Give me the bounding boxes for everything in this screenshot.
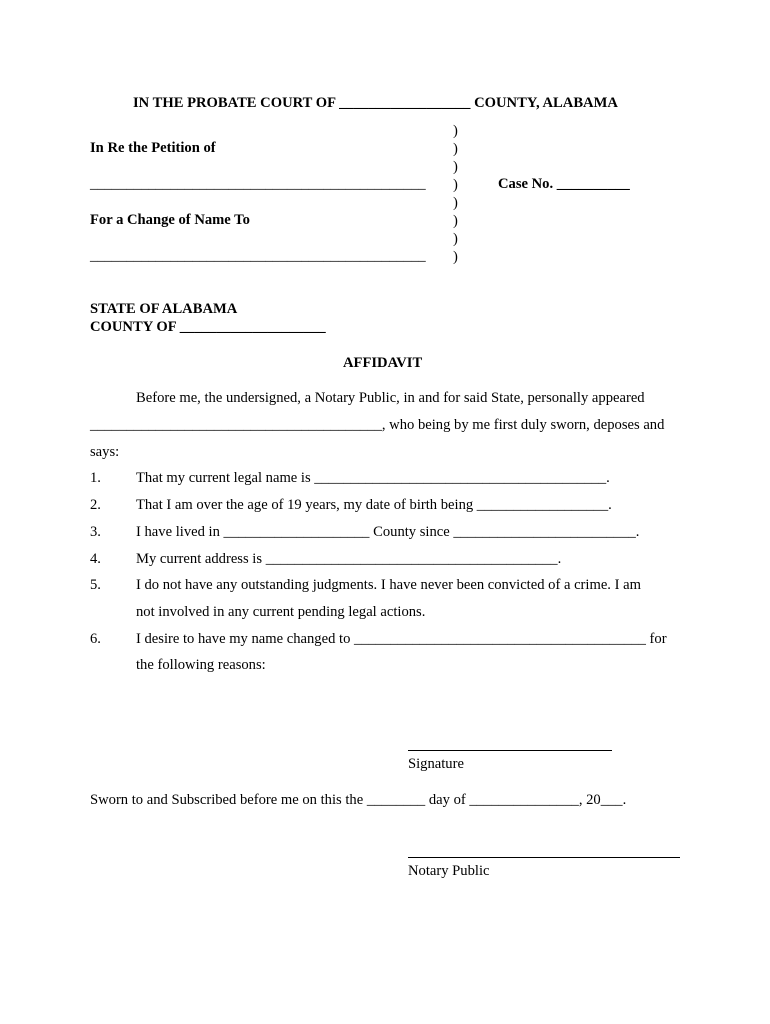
- item-judgments-continued: not involved in any current pending legal actions.: [136, 604, 426, 620]
- item-judgments: I do not have any outstanding judgments. I have never been convicted of a crime. I am: [136, 577, 641, 593]
- petitioner-name-blank: ______________________________________________: [90, 176, 426, 192]
- caption-paren: ): [453, 177, 458, 193]
- item-residence: I have lived in ____________________ County since _________________________.: [136, 524, 640, 540]
- item-desired-name-continued: the following reasons:: [136, 657, 266, 673]
- intro-line-2: ________________________________________, who being by me first duly sworn, deposes and: [90, 417, 665, 433]
- item-number: 3.: [90, 524, 101, 540]
- caption-paren: ): [453, 159, 458, 175]
- signature-label: Signature: [408, 756, 464, 772]
- intro-line-1: Before me, the undersigned, a Notary Public, in and for said State, personally appeared: [136, 390, 645, 406]
- item-age: That I am over the age of 19 years, my date of birth being __________________.: [136, 497, 612, 513]
- caption-paren: ): [453, 123, 458, 139]
- court-heading: IN THE PROBATE COURT OF __________________ COUNTY, ALABAMA: [133, 95, 618, 111]
- item-current-name: That my current legal name is ________________________________________.: [136, 470, 610, 486]
- sworn-statement: Sworn to and Subscribed before me on this the ________ day of _______________, 20___.: [90, 792, 627, 808]
- case-number: Case No. __________: [498, 176, 630, 192]
- new-name-blank: ______________________________________________: [90, 248, 426, 264]
- caption-paren: ): [453, 195, 458, 211]
- item-number: 6.: [90, 631, 101, 647]
- item-desired-name: I desire to have my name changed to ________________________________________ for: [136, 631, 667, 647]
- intro-line-3: says:: [90, 444, 120, 460]
- venue-state: STATE OF ALABAMA: [90, 301, 238, 317]
- caption-paren: ): [453, 141, 458, 157]
- item-number: 4.: [90, 551, 101, 567]
- item-address: My current address is ________________________________________.: [136, 551, 562, 567]
- caption-paren: ): [453, 213, 458, 229]
- signature-line: [408, 750, 612, 751]
- petition-label: In Re the Petition of: [90, 140, 216, 156]
- venue-county: COUNTY OF ____________________: [90, 319, 326, 335]
- notary-signature-line: [408, 857, 680, 858]
- affidavit-title: AFFIDAVIT: [343, 355, 423, 371]
- caption-paren: ): [453, 249, 458, 265]
- change-of-name-label: For a Change of Name To: [90, 212, 250, 228]
- caption-divider: [453, 122, 465, 266]
- caption-paren: ): [453, 231, 458, 247]
- item-number: 1.: [90, 470, 101, 486]
- item-number: 5.: [90, 577, 101, 593]
- item-number: 2.: [90, 497, 101, 513]
- notary-label: Notary Public: [408, 863, 490, 879]
